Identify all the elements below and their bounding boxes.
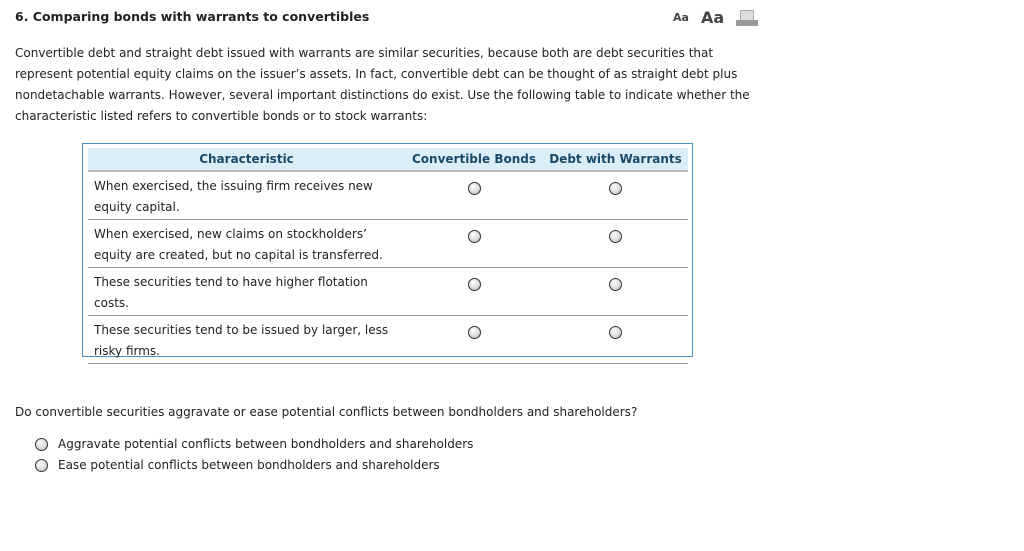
radio-debt-with-warrants[interactable] — [609, 326, 622, 339]
option-aggravate[interactable] — [35, 437, 473, 451]
radio-debt-with-warrants[interactable] — [609, 230, 622, 243]
table-row — [88, 171, 688, 220]
radio-aggravate[interactable] — [35, 438, 48, 451]
characteristic-text: When exercised, the issuing firm receives new equity capital. — [88, 171, 405, 220]
radio-ease[interactable] — [35, 459, 48, 472]
characteristics-table — [82, 143, 693, 357]
intro-text: Convertible debt and straight debt issued with warrants are similar securities, because both are debt securities that represent potential equity claims on the issuer’s assets. In fact, convertible debt can be thought of as straight debt plus nondetachable warrants. However, several important distinctions do exist. Use the following table to indicate whether the characteristic listed refers to convertible bonds or to stock warrants: — [15, 46, 750, 123]
question-title: 6. Comparing bonds with warrants to convertibles — [15, 9, 370, 24]
toolbar — [673, 8, 756, 27]
radio-debt-with-warrants[interactable] — [609, 278, 622, 291]
characteristic-text: When exercised, new claims on stockholders’ equity are created, but no capital is transferred. — [88, 220, 405, 268]
option-ease[interactable] — [35, 458, 440, 472]
increase-font-button[interactable]: Aa — [700, 8, 725, 27]
table-row — [88, 268, 688, 316]
print-icon[interactable] — [736, 10, 756, 26]
radio-debt-with-warrants[interactable] — [609, 182, 622, 195]
characteristic-text: These securities tend to be issued by larger, less risky firms. — [88, 316, 405, 364]
option-label: Ease potential conflicts between bondholders and shareholders — [58, 458, 440, 472]
radio-convertible-bonds[interactable] — [468, 230, 481, 243]
radio-convertible-bonds[interactable] — [468, 326, 481, 339]
radio-convertible-bonds[interactable] — [468, 278, 481, 291]
decrease-font-button[interactable]: Aa — [673, 11, 689, 24]
characteristic-text: These securities tend to have higher flotation costs. — [88, 268, 405, 316]
option-label: Aggravate potential conflicts between bondholders and shareholders — [58, 437, 474, 451]
header-characteristic: Characteristic — [88, 148, 405, 171]
radio-convertible-bonds[interactable] — [468, 182, 481, 195]
table-row — [88, 220, 688, 268]
header-convertible-bonds: Convertible Bonds — [405, 148, 543, 171]
table-row — [88, 316, 688, 364]
conflict-question: Do convertible securities aggravate or ease potential conflicts between bondholders and shareholders? — [15, 405, 638, 419]
header-debt-with-warrants: Debt with Warrants — [543, 148, 688, 171]
